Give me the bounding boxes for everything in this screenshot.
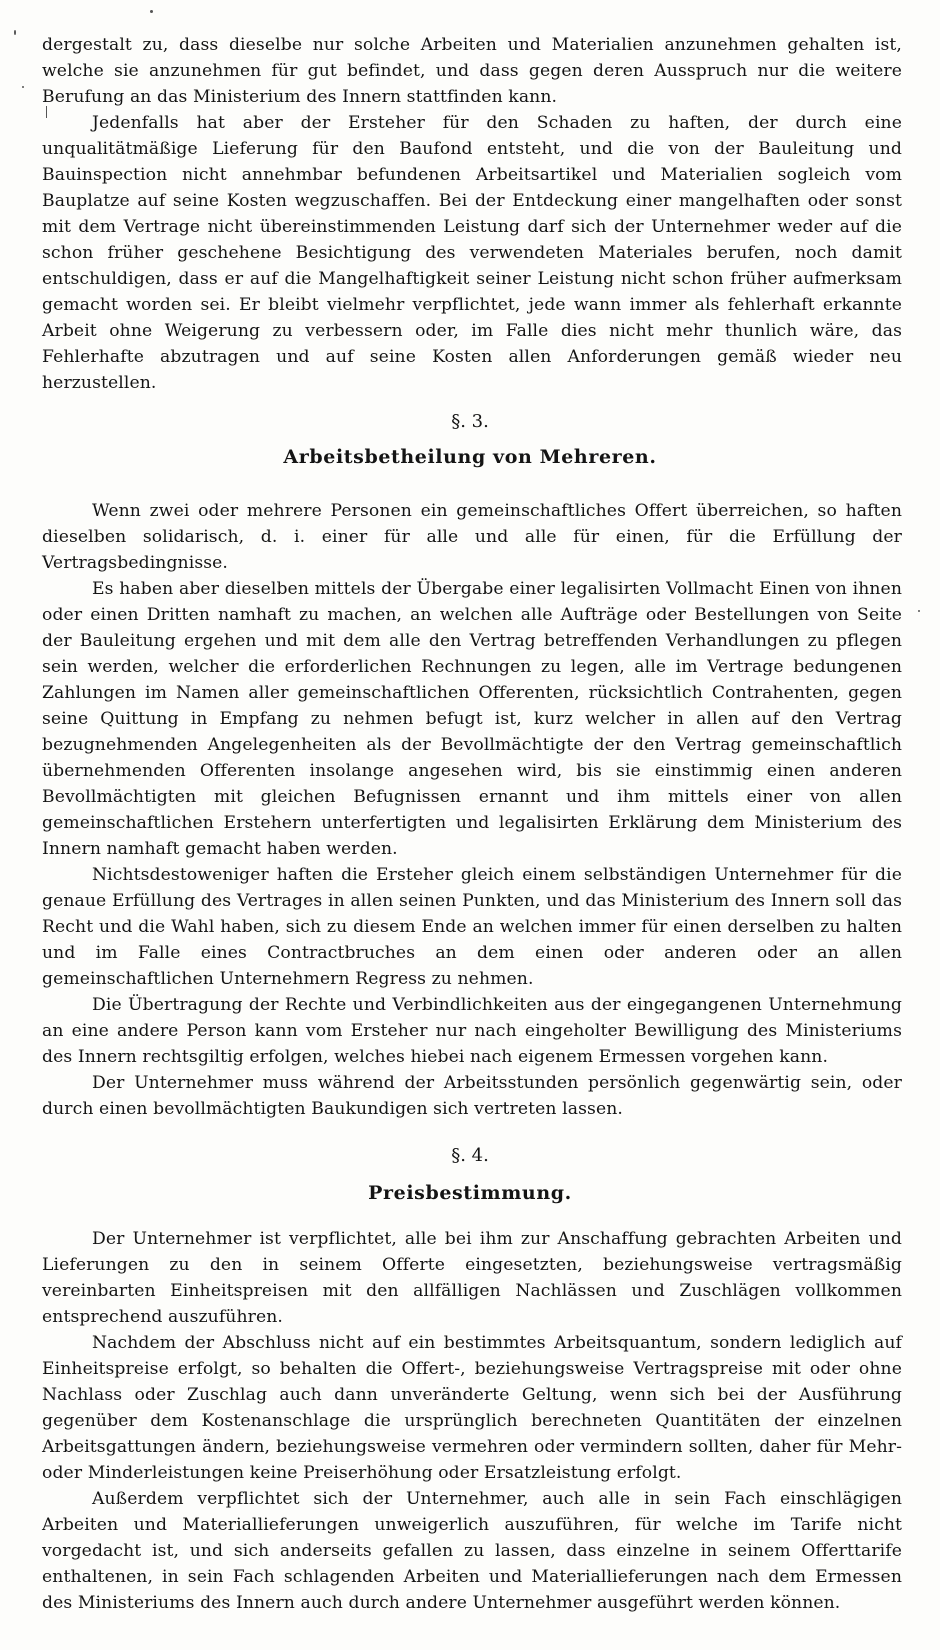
section-3-text <box>42 498 902 1122</box>
scan-speck <box>150 10 153 13</box>
paragraph: Außerdem verpflichtet sich der Unternehmer, auch alle in sein Fach einschlägigen Arbeiten und Materiallieferungen unweigerlich auszuführen, für welche im Tarife nicht vorgedacht ist, und sich anderseits gefallen zu lassen, dass einzelne in seinem Offerttarife enthaltenen, in sein Fach schlagenden Arbeiten und Materiallieferungen nach dem Ermessen des Ministeriums des Innern auch durch andere Unternehmer ausgeführt werden können. <box>42 1489 902 1613</box>
scan-speck <box>22 86 24 88</box>
paragraph: Der Unternehmer muss während der Arbeitsstunden persönlich gegenwärtig sein, oder durch einen bevollmächtigten Baukundigen sich vertreten lassen. <box>42 1073 902 1119</box>
paragraph: Es haben aber dieselben mittels der Übergabe einer legalisirten Vollmacht Einen von ihnen oder einen Dritten namhaft zu machen, an welchen alle Aufträge oder Bestellungen von Seite der Bauleitung ergehen und mit dem alle den Vertrag betreffenden Verhandlungen zu pflegen sein werden, welcher die erforderlichen Rechnungen zu legen, alle im Vertrage bedungenen Zahlungen im Namen aller gemeinschaftlichen Offerenten, rücksichtlich Contrahenten, gegen seine Quittung in Empfang zu nehmen befugt ist, kurz welcher in allen auf den Vertrag bezugnehmenden Angelegenheiten als der Bevollmächtigte der den Vertrag gemeinschaftlich übernehmenden Offerenten insolange angesehen wird, bis sie einstimmig einen anderen Bevollmächtigten mit gleichen Befugnissen ernannt und ihm mittels einer von allen gemeinschaftlichen Erstehern unterfertigten und legalisirten Erklärung dem Ministerium des Innern namhaft gemacht haben werden. <box>42 579 902 859</box>
section-4-text <box>42 1226 902 1616</box>
scan-speck <box>14 30 16 35</box>
paragraph: Jedenfalls hat aber der Ersteher für den Schaden zu haften, der durch eine unqualitätmäßige Lieferung für den Baufond entsteht, und die von der Bauleitung und Bauinspection nicht annehmbar befundenen Arbeitsartikel und Materialien sogleich vom Bauplatze auf seine Kosten wegzuschaffen. Bei der Entdeckung einer mangelhaften oder sonst mit dem Vertrage nicht übereinstimmenden Leistung darf sich der Unternehmer weder auf die schon früher geschehene Besichtigung des verwendeten Materiales berufen, noch damit entschuldigen, dass er auf die Mangelhaftigkeit seiner Leistung nicht schon früher aufmerksam gemacht worden sei. Er bleibt vielmehr verpflichtet, jede wann immer als fehlerhaft erkannte Arbeit ohne Weigerung zu verbessern oder, im Falle dies nicht mehr thunlich wäre, das Fehlerhafte abzutragen und auf seine Kosten allen Anforderungen gemäß wieder neu herzustellen. <box>42 113 902 393</box>
paragraph: Die Übertragung der Rechte und Verbindlichkeiten aus der eingegangenen Unternehmung an eine andere Person kann vom Ersteher nur nach eingeholter Bewilligung des Ministeriums des Innern rechtsgiltig erfolgen, welches hiebei nach eigenem Ermessen vorgehen kann. <box>42 995 902 1067</box>
opening-text <box>42 32 902 396</box>
paragraph: Wenn zwei oder mehrere Personen ein gemeinschaftliches Offert überreichen, so haften dieselben solidarisch, d. i. einer für alle und alle für einen, für die Erfüllung der Vertragsbedingnisse. <box>42 501 902 573</box>
scan-speck <box>918 610 920 612</box>
section-4-number: §. 4. <box>451 1145 489 1166</box>
paragraph: Nichtsdestoweniger haften die Ersteher gleich einem selbständigen Unternehmer für die genaue Erfüllung des Vertrages in allen seinen Punkten, und das Ministerium des Innern soll das Recht und die Wahl haben, sich zu diesem Ende an welchen immer für einen derselben zu halten und im Falle eines Contractbruches an dem einen oder anderen oder an allen gemeinschaftlichen Unternehmern Regress zu nehmen. <box>42 865 902 989</box>
section-4-title: Preisbestimmung. <box>368 1182 572 1204</box>
section-3-number: §. 3. <box>451 411 489 432</box>
paragraph: Der Unternehmer ist verpflichtet, alle bei ihm zur Anschaffung gebrachten Arbeiten und Lieferungen zu den in seinem Offerte eingesetzten, beziehungsweise vertragsmäßig vereinbarten Einheitspreisen mit den allfälligen Nachlässen und Zuschlägen vollkommen entsprechend auszuführen. <box>42 1229 902 1327</box>
section-3-title: Arbeitsbetheilung von Mehreren. <box>283 446 657 468</box>
paragraph-continuation: dergestalt zu, dass dieselbe nur solche Arbeiten und Materialien anzunehmen gehalten ist, welche sie anzunehmen für gut befindet, und dass gegen deren Ausspruch nur die weitere Berufung an das Ministerium des Innern stattfinden kann. <box>42 35 902 107</box>
paragraph: Nachdem der Abschluss nicht auf ein bestimmtes Arbeitsquantum, sondern lediglich auf Einheitspreise erfolgt, so behalten die Offert-, beziehungsweise Vertragspreise mit oder ohne Nachlass oder Zuschlag auch dann unveränderte Geltung, wenn sich bei der Ausführung gegenüber dem Kostenanschlage die ursprünglich berechneten Quantitäten der einzelnen Arbeitsgattungen ändern, beziehungsweise vermehren oder vermindern sollten, daher für Mehr- oder Minderleistungen keine Preiserhöhung oder Ersatzleistung erfolgt. <box>42 1333 902 1483</box>
